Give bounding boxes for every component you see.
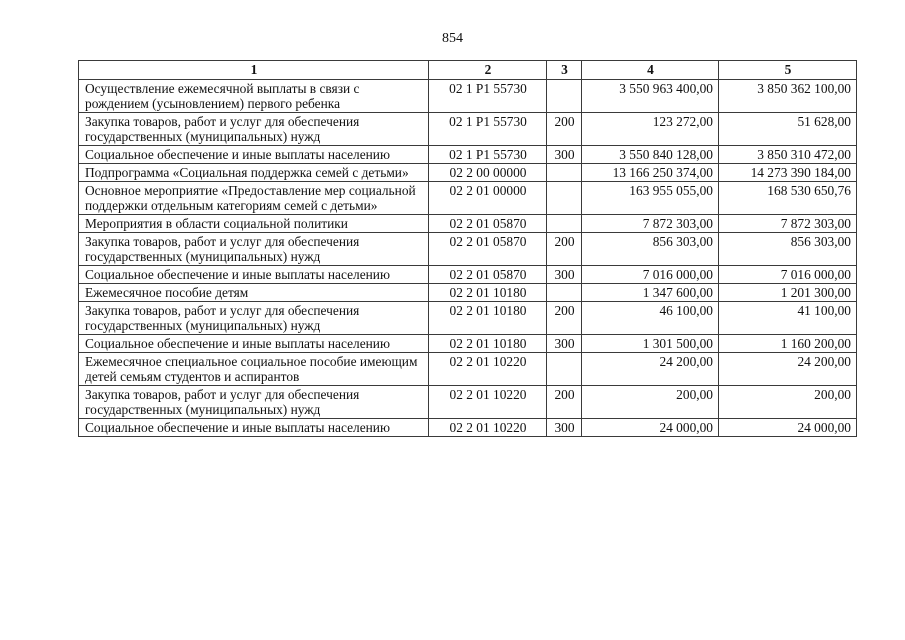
header-cell: 5	[719, 61, 857, 80]
table-row	[79, 386, 857, 419]
row-amount-1-cell: 1 347 600,00	[582, 284, 719, 302]
row-amount-1-cell: 24 000,00	[582, 419, 719, 437]
table-row	[79, 302, 857, 335]
row-name-cell: Закупка товаров, работ и услуг для обеспечения государственных (муниципальных) нужд	[79, 302, 429, 335]
row-type-cell: 300	[547, 419, 582, 437]
row-type-cell: 200	[547, 113, 582, 146]
row-type-cell: 300	[547, 335, 582, 353]
row-code-cell: 02 2 01 10220	[429, 386, 547, 419]
table-row	[79, 146, 857, 164]
header-cell: 3	[547, 61, 582, 80]
table-body	[79, 80, 857, 437]
header-cell: 1	[79, 61, 429, 80]
row-name-cell: Социальное обеспечение и иные выплаты населению	[79, 419, 429, 437]
row-amount-1-cell: 163 955 055,00	[582, 182, 719, 215]
row-code-cell: 02 2 01 05870	[429, 266, 547, 284]
row-amount-2-cell: 14 273 390 184,00	[719, 164, 857, 182]
row-code-cell: 02 2 01 10220	[429, 419, 547, 437]
row-name-cell: Закупка товаров, работ и услуг для обеспечения государственных (муниципальных) нужд	[79, 113, 429, 146]
row-amount-2-cell: 24 200,00	[719, 353, 857, 386]
table-row	[79, 284, 857, 302]
row-amount-1-cell: 3 550 840 128,00	[582, 146, 719, 164]
row-amount-1-cell: 856 303,00	[582, 233, 719, 266]
row-type-cell	[547, 284, 582, 302]
row-name-cell: Социальное обеспечение и иные выплаты населению	[79, 146, 429, 164]
row-amount-2-cell: 168 530 650,76	[719, 182, 857, 215]
row-type-cell	[547, 353, 582, 386]
table-row	[79, 182, 857, 215]
header-cell: 4	[582, 61, 719, 80]
row-amount-2-cell: 1 160 200,00	[719, 335, 857, 353]
table-row	[79, 113, 857, 146]
row-amount-2-cell: 3 850 310 472,00	[719, 146, 857, 164]
row-amount-1-cell: 3 550 963 400,00	[582, 80, 719, 113]
table-row	[79, 353, 857, 386]
row-type-cell: 200	[547, 386, 582, 419]
row-amount-2-cell: 24 000,00	[719, 419, 857, 437]
row-code-cell: 02 1 P1 55730	[429, 146, 547, 164]
row-amount-2-cell: 7 016 000,00	[719, 266, 857, 284]
table-row	[79, 419, 857, 437]
row-amount-1-cell: 200,00	[582, 386, 719, 419]
row-amount-1-cell: 7 016 000,00	[582, 266, 719, 284]
row-type-cell: 200	[547, 233, 582, 266]
row-code-cell: 02 1 P1 55730	[429, 80, 547, 113]
table-row	[79, 215, 857, 233]
row-code-cell: 02 2 01 10180	[429, 284, 547, 302]
row-name-cell: Закупка товаров, работ и услуг для обеспечения государственных (муниципальных) нужд	[79, 233, 429, 266]
row-type-cell	[547, 182, 582, 215]
table-row	[79, 335, 857, 353]
table-row	[79, 80, 857, 113]
row-code-cell: 02 2 01 10180	[429, 335, 547, 353]
row-type-cell: 300	[547, 146, 582, 164]
table-row	[79, 233, 857, 266]
row-amount-2-cell: 1 201 300,00	[719, 284, 857, 302]
row-type-cell	[547, 215, 582, 233]
row-name-cell: Подпрограмма «Социальная поддержка семей с детьми»	[79, 164, 429, 182]
row-type-cell	[547, 164, 582, 182]
row-amount-1-cell: 24 200,00	[582, 353, 719, 386]
row-amount-1-cell: 123 272,00	[582, 113, 719, 146]
row-amount-2-cell: 200,00	[719, 386, 857, 419]
row-name-cell: Закупка товаров, работ и услуг для обеспечения государственных (муниципальных) нужд	[79, 386, 429, 419]
row-code-cell: 02 2 01 10220	[429, 353, 547, 386]
row-amount-1-cell: 7 872 303,00	[582, 215, 719, 233]
row-type-cell	[547, 80, 582, 113]
header-row	[79, 61, 857, 80]
row-amount-1-cell: 46 100,00	[582, 302, 719, 335]
row-name-cell: Мероприятия в области социальной политики	[79, 215, 429, 233]
row-name-cell: Осуществление ежемесячной выплаты в связи с рождением (усыновлением) первого ребенка	[79, 80, 429, 113]
page-number: 854	[442, 31, 463, 46]
table-row	[79, 164, 857, 182]
row-name-cell: Социальное обеспечение и иные выплаты населению	[79, 266, 429, 284]
row-name-cell: Социальное обеспечение и иные выплаты населению	[79, 335, 429, 353]
row-type-cell: 200	[547, 302, 582, 335]
row-name-cell: Основное мероприятие «Предоставление мер социальной поддержки отдельным категориям семей с детьми»	[79, 182, 429, 215]
row-code-cell: 02 1 P1 55730	[429, 113, 547, 146]
row-code-cell: 02 2 01 00000	[429, 182, 547, 215]
row-amount-2-cell: 41 100,00	[719, 302, 857, 335]
row-amount-2-cell: 7 872 303,00	[719, 215, 857, 233]
row-code-cell: 02 2 01 05870	[429, 233, 547, 266]
table-row	[79, 266, 857, 284]
row-amount-2-cell: 3 850 362 100,00	[719, 80, 857, 113]
row-amount-1-cell: 13 166 250 374,00	[582, 164, 719, 182]
budget-table	[78, 60, 857, 437]
row-amount-1-cell: 1 301 500,00	[582, 335, 719, 353]
row-code-cell: 02 2 01 10180	[429, 302, 547, 335]
row-code-cell: 02 2 01 05870	[429, 215, 547, 233]
row-amount-2-cell: 51 628,00	[719, 113, 857, 146]
row-amount-2-cell: 856 303,00	[719, 233, 857, 266]
row-code-cell: 02 2 00 00000	[429, 164, 547, 182]
header-cell: 2	[429, 61, 547, 80]
row-type-cell: 300	[547, 266, 582, 284]
row-name-cell: Ежемесячное пособие детям	[79, 284, 429, 302]
row-name-cell: Ежемесячное специальное социальное пособие имеющим детей семьям студентов и аспирантов	[79, 353, 429, 386]
